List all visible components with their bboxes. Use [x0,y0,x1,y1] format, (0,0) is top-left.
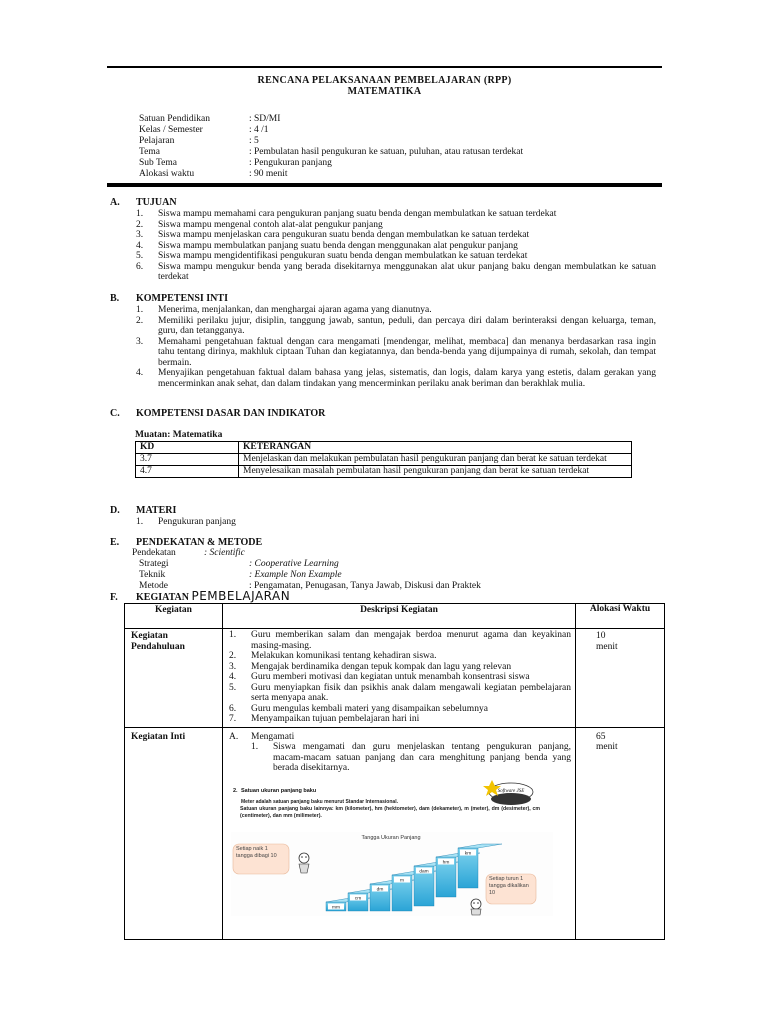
identity-value: : Pengukuran panjang [249,158,332,168]
identity-label: Pelajaran [139,136,175,146]
identity-label: Kelas / Semester [139,125,203,135]
tujuan-item-text: Siswa mampu mengidentifikasi pengukuran suatu benda dengan membulatkan ke satuan terdekat [158,251,528,261]
method-row [139,559,481,570]
pendahuluan-item [229,651,571,662]
ki-item-text: Memahami pengetahuan faktual dengan cara mengamati [mendengar, melihat, membaca] dan menanya berdasarkan rasa ingin tahu tentang dirinya, makhluk ciptaan Tuhan dan kegiatannya, dan benda-benda yang dijumpainya di rumah, sekolah, dan tempat bermain. [158,336,656,368]
identity-label: Sub Tema [139,158,177,168]
tujuan-item [136,230,656,241]
stair-step-label: cm [354,895,362,901]
pendahuluan-item [229,672,571,683]
method-value: : Cooperative Learning [249,559,339,569]
doc-subtitle: MATEMATIKA [347,86,422,97]
kegiatan-table [124,603,665,940]
inti-item-number: 1. [251,742,259,752]
identity-label: Satuan Pendidikan [139,114,210,124]
figure-svg [231,778,553,916]
tujuan-item [136,220,656,231]
kd-code: 4.7 [136,466,239,478]
fig-line2: Satuan ukuran panjang baku lainnya: km (kilometer), hm (hektometer), dam (dekameter), m (meter), dm (desimeter), cm (centimeter), dan mm (milimeter). [240,805,540,819]
kd-col-header: KD [136,442,239,454]
tujuan-item [136,241,656,252]
identity-value: : 5 [249,136,259,146]
tujuan-item-text: Siswa mampu mengukur benda yang berada disekitarnya menggunakan alat ukur panjang baku dengan membulatkan ke satuan terdekat [158,261,656,282]
identity-row [139,147,523,158]
ki-item [136,337,656,369]
kd-row [136,466,632,478]
pendahuluan-item [229,704,571,715]
identity-label: Tema [139,147,160,157]
pendahuluan-item-number: 6. [229,703,237,714]
method-label: Metode [139,581,169,591]
pendahuluan-item [229,630,571,651]
fig-heading: Satuan ukuran panjang baku [241,787,317,794]
tujuan-item-number: 3. [136,230,144,240]
ki-item-text: Memiliki perilaku jujur, disiplin, tanggung jawab, santun, peduli, dan percaya diri dalam berinteraksi dengan keluarga, teman, guru, dan tetangganya. [158,315,656,336]
inti-sub-label: Mengamati [251,731,295,742]
logo-text: Software JSE [497,788,525,794]
inti-sub-letter: A. [229,731,239,742]
pendekatan-label: Pendekatan [132,548,176,558]
identity-row [139,125,523,136]
tujuan-item-number: 6. [136,261,144,272]
identity-table [139,114,523,180]
ki-item-number: 3. [136,336,144,347]
tujuan-item [136,262,656,283]
section-e-heading: E. PENDEKATAN & METODE [110,537,263,548]
inti-item [251,742,571,774]
pendahuluan-item-number: 5. [229,682,237,693]
section-c-heading: C. KOMPETENSI DASAR DAN INDIKATOR [110,408,326,419]
pendahuluan-item-number: 2. [229,651,237,661]
pendahuluan-item-text: Guru memberi motivasi dan kegiatan untuk menambah konsentrasi siswa [251,672,530,682]
inti-time: 65 menit [576,727,665,939]
identity-row [139,136,523,147]
section-a-heading: A. TUJUAN [110,197,177,208]
muatan-label: Muatan: Matematika [135,430,223,440]
section-d-heading: D. MATERI [110,505,177,516]
kd-code: 3.7 [136,454,239,466]
ki-item-number: 1. [136,305,144,315]
materi-item [136,517,656,528]
pendahuluan-item-text: Mengajak berdinamika dengan tepuk kompak dan lagu yang relevan [251,661,512,672]
identity-label: Alokasi waktu [139,169,195,179]
kd-description: Menyelesaikan masalah pembulatan hasil pengukuran panjang dan berat ke satuan terdekat [239,466,632,478]
bubble-up: Setiap naik 1 tangga dibagi 10 [233,844,289,874]
identity-rule [107,183,662,187]
identity-row [139,169,523,180]
materi-item-number: 1. [136,517,144,527]
doc-title: RENCANA PELAKSANAAN PEMBELAJARAN (RPP) [257,75,512,86]
section-f-heading: F. KEGIATAN PEMBELAJARAN [110,589,291,603]
cartoon-descender-icon [471,899,481,915]
pendahuluan-item-text: Guru menyiapkan fisik dan psikhis anak dalam mengawali kegiatan pembelajaran serta menyapa anak. [251,682,571,703]
ki-list [136,305,656,389]
stair-step-label: dam [419,868,429,874]
tujuan-item [136,209,656,220]
inti-row [125,727,665,939]
tujuan-item [136,251,656,262]
pendahuluan-item-text: Melakukan komunikasi tentang kehadiran siswa. [251,651,437,661]
ki-item [136,368,656,389]
tujuan-item-number: 1. [136,209,144,219]
pendahuluan-row [125,629,665,728]
pendahuluan-item [229,683,571,704]
tujuan-item-text: Siswa mampu memahami cara pengukuran panjang suatu benda dengan membulatkan ke satuan terdekat [158,209,557,219]
ki-item-number: 2. [136,315,144,326]
pendahuluan-item-number: 4. [229,672,237,682]
pendahuluan-item [229,662,571,673]
pendahuluan-item [229,714,571,725]
identity-row [139,114,523,125]
tujuan-item-number: 4. [136,240,144,251]
inti-content [223,727,576,939]
stair-step-label: km [464,850,472,856]
method-value: : Pengamatan, Penugasan, Tanya Jawab, Diskusi dan Praktek [249,581,481,591]
top-rule [107,66,662,68]
method-label: Strategi [139,559,169,569]
section-b-heading: B. KOMPETENSI INTI [110,293,228,304]
ki-item [136,316,656,337]
pendahuluan-item-number: 3. [229,661,237,672]
tujuan-item-text: Siswa mampu mengenal contoh alat-alat pengukur panjang [158,219,383,230]
inti-list [229,742,571,774]
ki-item-number: 4. [136,368,144,378]
pendahuluan-item-text: Menyampaikan tujuan pembelajaran hari ini [251,714,420,724]
method-row [139,570,481,581]
pendahuluan-item-text: Guru memberikan salam dan mengajak berdoa menurut agama dan keyakinan masing-masing. [251,630,571,651]
bubble-down: Setiap turun 1 tangga dikalikan 10 [486,874,536,904]
stair-step-label: m [400,877,404,883]
kd-table [135,441,632,478]
keg-col-kegiatan: Kegiatan [125,604,223,629]
method-label: Teknik [139,570,166,580]
kd-description: Menjelaskan dan melakukan pembulatan hasil pengukuran panjang dan berat ke satuan terdekat [239,454,632,466]
fig-item-num: 2. [233,787,238,794]
stair-step-label: mm [332,904,340,910]
kd-row [136,454,632,466]
pendekatan-row [132,548,245,558]
tujuan-item-text: Siswa mampu membulatkan panjang suatu benda dengan menggunakan alat pengukur panjang [158,240,518,251]
tujuan-item-number: 5. [136,251,144,261]
pendahuluan-item-number: 7. [229,714,237,724]
stair-title: Tangga Ukuran Panjang [361,834,421,841]
identity-value: : SD/MI [249,114,281,124]
method-value: : Example Non Example [249,570,342,580]
inti-item-text: Siswa mengamati dan guru menjelaskan tentang pengukuran panjang, macam-macam satuan panjang dan cara menghitung panjang benda yang berada disekitarnya. [273,742,571,773]
tujuan-list [136,209,656,283]
method-table [139,559,481,592]
identity-row [139,158,523,169]
pendahuluan-label: Kegiatan Pendahuluan [125,629,223,728]
ki-item [136,305,656,316]
ki-item-text: Menyajikan pengetahuan faktual dalam bahasa yang jelas, sistematis, dan logis, dalam karya yang estetis, dalam gerakan yang mencerminkan anak sehat, dan dalam tindakan yang mencerminkan perilaku anak beriman dan berakhlak mulia. [158,368,656,389]
tujuan-item-number: 2. [136,219,144,230]
pendahuluan-item-number: 1. [229,630,237,640]
tujuan-item-text: Siswa mampu menjelaskan cara pengukuran suatu benda dengan membulatkan ke satuan terdekat [158,230,530,240]
identity-value: : 4 /1 [249,125,269,135]
keg-col-deskripsi: Deskripsi Kegiatan [223,604,576,629]
pendahuluan-item-text: Guru mengulas kembali materi yang disampaikan sebelumnya [251,703,488,714]
inti-label: Kegiatan Inti [125,727,223,939]
ki-item-text: Menerima, menjalankan, dan menghargai ajaran agama yang dianutnya. [158,305,432,315]
pendahuluan-list [223,629,576,728]
pendahuluan-time: 10 menit [576,629,665,728]
materi-list [136,517,656,528]
ket-col-header: KETERANGAN [239,442,632,454]
pendekatan-value: : Scientific [204,548,245,558]
materi-item-text: Pengukuran panjang [158,517,236,527]
identity-value: : Pembulatan hasil pengukuran ke satuan, puluhan, atau ratusan terdekat [249,147,524,157]
measurement-figure [231,778,553,916]
software-logo [483,780,533,805]
stair-step-label: hm [442,859,450,865]
keg-col-alokasi: Alokasi Waktu [576,604,665,629]
fig-line1: Meter adalah satuan panjang baku menurut Standar Internasional. [241,798,398,805]
stair-step-label: dm [376,886,384,892]
identity-value: : 90 menit [249,169,288,179]
